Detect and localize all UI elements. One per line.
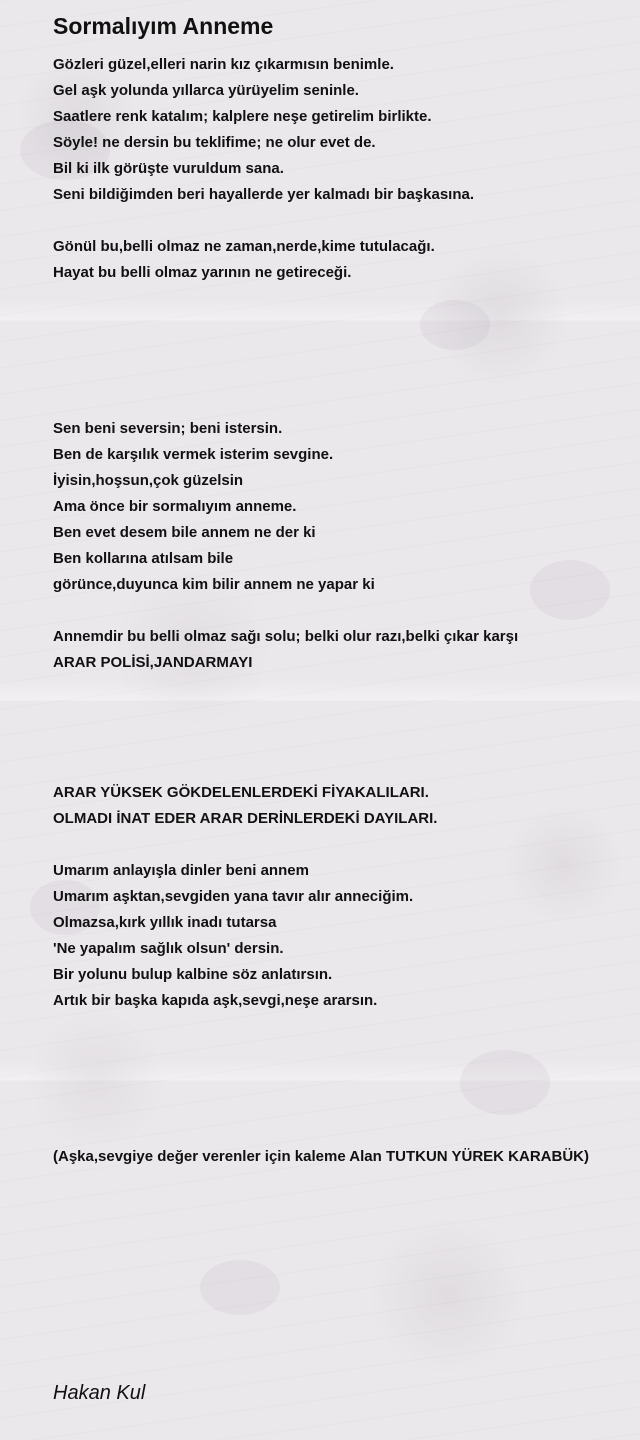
stanza-break	[53, 598, 613, 624]
poem-line: Ama önce bir sormalıyım anneme.	[53, 498, 297, 515]
poem-line: Gözleri güzel,elleri narin kız çıkarmısın benimle.	[53, 56, 394, 73]
poem-line: ARAR POLİSİ,JANDARMAYI	[53, 654, 253, 671]
stanza-break	[53, 1092, 613, 1118]
stanza-break	[53, 1066, 613, 1092]
poem-line: İyisin,hoşsun,çok güzelsin	[53, 472, 244, 489]
stanza-break	[53, 390, 613, 416]
stanza-break	[53, 1040, 613, 1066]
poem-line: Umarım aşktan,sevgiden yana tavır alır anneciğim.	[53, 888, 414, 905]
poem-line: Hayat bu belli olmaz yarının ne getireceği.	[53, 264, 352, 281]
stanza-break	[53, 728, 613, 754]
poem-line: Umarım anlayışla dinler beni annem	[53, 862, 309, 879]
poem-line: Ben de karşılık vermek isterim sevgine.	[53, 446, 334, 463]
poem-line: ARAR YÜKSEK GÖKDELENLERDEKİ FİYAKALILARI.	[53, 784, 429, 801]
stanza-break	[53, 1014, 613, 1040]
poem-line: Gönül bu,belli olmaz ne zaman,nerde,kime tutulacağı.	[53, 238, 435, 255]
poem-line: Seni bildiğimden beri hayallerde yer kalmadı bir başkasına.	[53, 186, 474, 203]
stanza-break	[53, 286, 613, 312]
stanza-break	[53, 832, 613, 858]
stanza-break	[53, 754, 613, 780]
poem-line: (Aşka,sevgiye değer verenler için kaleme Alan TUTKUN YÜREK KARABÜK)	[53, 1148, 590, 1165]
poem-line: OLMADI İNAT EDER ARAR DERİNLERDEKİ DAYILARI.	[53, 810, 438, 827]
poem-line: Ben kollarına atılsam bile	[53, 550, 234, 567]
stanza-break	[53, 1118, 613, 1144]
stanza-break	[53, 676, 613, 702]
poem-line: Söyle! ne dersin bu teklifime; ne olur evet de.	[53, 134, 376, 151]
poem-line: 'Ne yapalım sağlık olsun' dersin.	[53, 940, 284, 957]
poem-line: Sen beni seversin; beni istersin.	[53, 420, 283, 437]
stanza-break	[53, 208, 613, 234]
stanza-break	[53, 312, 613, 338]
poem-line: Artık bir başka kapıda aşk,sevgi,neşe ararsın.	[53, 992, 378, 1009]
poem-line: Saatlere renk katalım; kalplere neşe getirelim birlikte.	[53, 108, 432, 125]
poem-line: Bir yolunu bulup kalbine söz anlatırsın.	[53, 966, 333, 983]
poem-line: görünce,duyunca kim bilir annem ne yapar ki	[53, 576, 375, 593]
poem-line: Annemdir bu belli olmaz sağı solu; belki olur razı,belki çıkar karşı	[53, 628, 519, 645]
poem-line: Ben evet desem bile annem ne der ki	[53, 524, 316, 541]
ink-blot	[200, 1260, 280, 1315]
poem-line: Bil ki ilk görüşte vuruldum sana.	[53, 160, 284, 177]
poem-author: Hakan Kul	[53, 1382, 146, 1404]
stanza-break	[53, 338, 613, 364]
stanza-break	[53, 364, 613, 390]
stanza-break	[53, 702, 613, 728]
poem-line: Gel aşk yolunda yıllarca yürüyelim seninle.	[53, 82, 359, 99]
poem-title: Sormalıyım Anneme	[53, 13, 274, 39]
poem-body	[53, 52, 613, 1170]
poem-line: Olmazsa,kırk yıllık inadı tutarsa	[53, 914, 277, 931]
